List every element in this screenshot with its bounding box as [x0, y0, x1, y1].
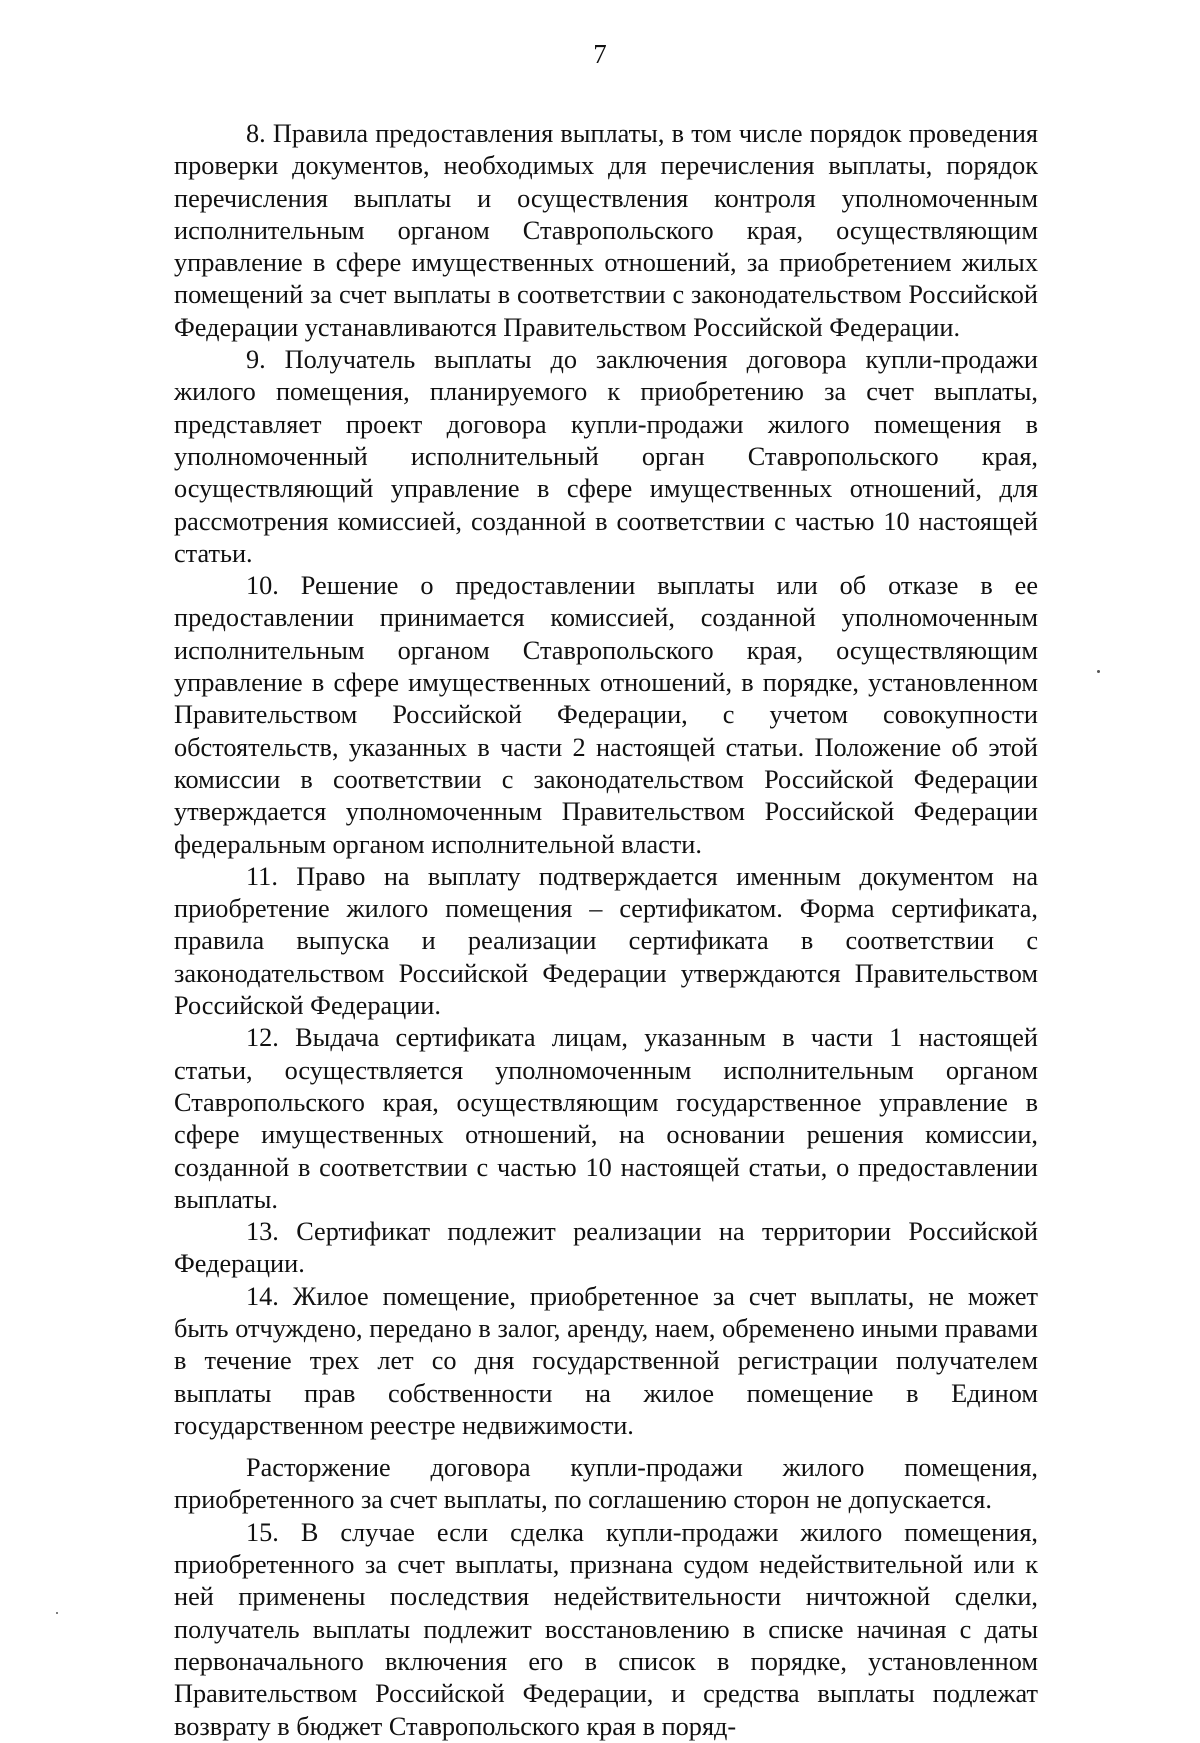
paragraph-13: 13. Сертификат подлежит реализации на территории Российской Федерации. [174, 1217, 1038, 1279]
paragraph-10: 10. Решение о предоставлении выплаты или об отказе в ее предоставлении принимается комиссией, созданной уполномоченным исполнительным органом Ставропольского края, осуществляющим управление в сфере имущественных отношений, в порядке, установленном Правительством Российской Федерации, с учетом совокупности обстоятельств, указанных в части 2 настоящей статьи. Положение об этой комиссии в соответствии с законодательством Российской Федерации утверждается уполномоченным Правительством Российской Федерации федеральным органом исполнительной власти. [174, 571, 1038, 859]
paragraph-15: 15. В случае если сделка купли-продажи жилого помещения, приобретенного за счет выплаты, признана судом недействительной или к ней применены последствия недействительности ничтожной сделки, получатель выплаты подлежит восстановлению в списке начиная с даты первоначального включения его в список в порядке, установленном Правительством Российской Федерации, и средства выплаты подлежат возврату в бюджет Ставропольского края в поряд- [174, 1517, 1038, 1741]
paragraph-14: 14. Жилое помещение, приобретенное за счет выплаты, не может быть отчуждено, передано в залог, аренду, наем, обременено иными правами в течение трех лет со дня государственной регистрации получателем выплаты прав собственности на жилое помещение в Едином государственном реестре недвижимости. [174, 1281, 1038, 1440]
paragraph-11: 11. Право на выплату подтверждается именным документом на приобретение жилого помещения – сертификатом. Форма сертификата, правила выпуска и реализации сертификата в соответствии с законодательством Российской Федерации утверждаются Правительством Российской Федерации. [174, 861, 1038, 1021]
scan-speck [56, 1612, 58, 1614]
paragraph-12: 12. Выдача сертификата лицам, указанным в части 1 настоящей статьи, осуществляется уполномоченным исполнительным органом Ставропольского края, осуществляющим государственное управление в сфере имущественных отношений, на основании решения комиссии, созданной в соответствии с частью 10 настоящей статьи, о предоставлении выплаты. [174, 1023, 1038, 1214]
document-body [174, 118, 1038, 1743]
page-number: 7 [593, 39, 607, 69]
paragraph-8: 8. Правила предоставления выплаты, в том числе порядок проведения проверки документов, необходимых для перечисления выплаты, порядок перечисления выплаты и осуществления контроля уполномоченным исполнительным органом Ставропольского края, осуществляющим управление в сфере имущественных отношений, за приобретением жилых помещений за счет выплаты в соответствии с законодательством Российской Федерации устанавливаются Правительством Российской Федерации. [174, 119, 1038, 342]
paragraph-9: 9. Получатель выплаты до заключения договора купли-продажи жилого помещения, планируемого к приобретению за счет выплаты, представляет проект договора купли-продажи жилого помещения в уполномоченный исполнительный орган Ставропольского края, осуществляющий управление в сфере имущественных отношений, для рассмотрения комиссией, созданной в соответствии с частью 10 настоящей статьи. [174, 345, 1038, 568]
scan-speck [1097, 670, 1100, 673]
paragraph-14-continuation: Расторжение договора купли-продажи жилого помещения, приобретенного за счет выплаты, по соглашению сторон не допускается. [174, 1453, 1038, 1515]
